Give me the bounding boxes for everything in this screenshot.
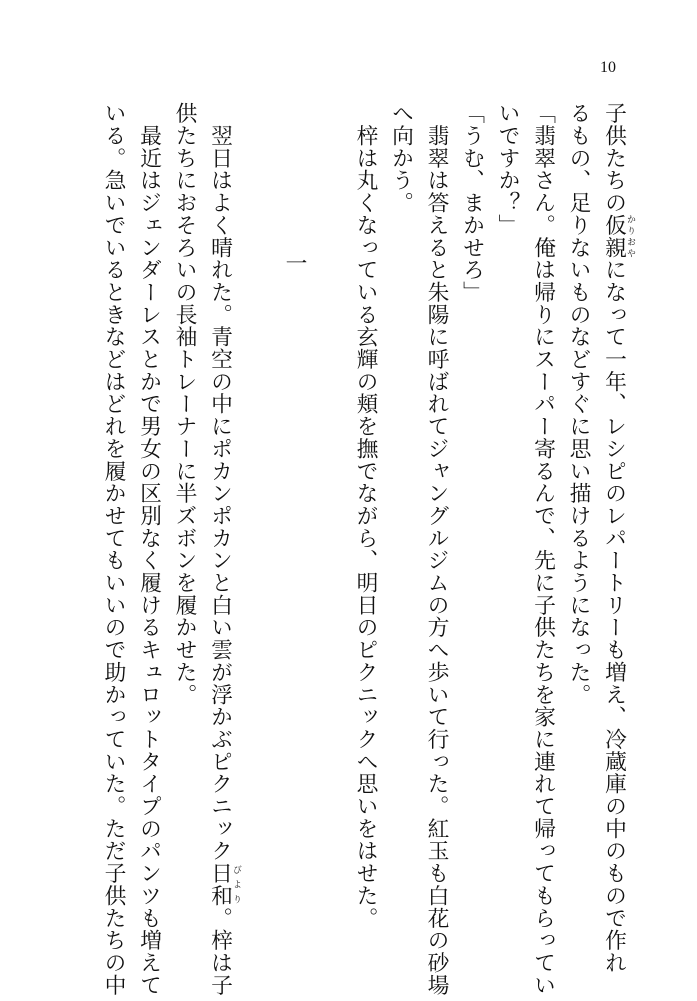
text-line-1: 子供たちの仮親かりおやになって一年、レシピのレパートリーも増え、冷蔵庫の中のもので作れ bbox=[601, 102, 635, 974]
ruby-karioya: 仮親かりおや bbox=[601, 213, 635, 259]
text-line-9: 翌日はよく晴れた。青空の中にポカンポカンと白い雲が浮かぶピクニック日和びより。梓は子 bbox=[207, 102, 241, 997]
page-number: 10 bbox=[600, 59, 616, 76]
blank-line bbox=[312, 102, 348, 962]
vertical-body-text bbox=[96, 102, 636, 997]
text-line-10: 供たちにおそろいの長袖トレーナーに半ズボンを履かせた。 bbox=[172, 102, 197, 706]
ruby-biyori: 日和びより bbox=[207, 861, 241, 907]
text-line-12: いる。急いでいるときなどはどれを履かせてもいいので助かっていた。ただ子供たちの中 bbox=[101, 102, 126, 996]
text-line-11: 最近はジェンダーレスとかで男女の区別なく履けるキュロットタイプのパンツも増えて bbox=[136, 102, 162, 996]
text-line-6: 翡翠は答えると朱陽に呼ばれてジャングルジムの方へ歩いて行った。紅玉も白花の砂場 bbox=[424, 102, 449, 996]
text-line-8: 梓は丸くなっている玄輝の頬を撫でながら、明日のピクニックへ思いをはせた。 bbox=[353, 102, 378, 929]
section-marker: 一 bbox=[282, 252, 307, 275]
text-line-5: 「うむ、まかせろ」 bbox=[459, 102, 485, 304]
text-line-4: いですか？」 bbox=[495, 102, 520, 237]
text-line-3: 「翡翠さん。俺は帰りにスーパー寄るんで、先に子供たちを家に連れて帰ってもらってい bbox=[530, 102, 556, 996]
text-line-7: へ向かう。 bbox=[388, 102, 414, 214]
blank-line bbox=[241, 102, 277, 962]
text-line-2: るもの、足りないものなどすぐに思い描けるようになった。 bbox=[566, 102, 591, 706]
